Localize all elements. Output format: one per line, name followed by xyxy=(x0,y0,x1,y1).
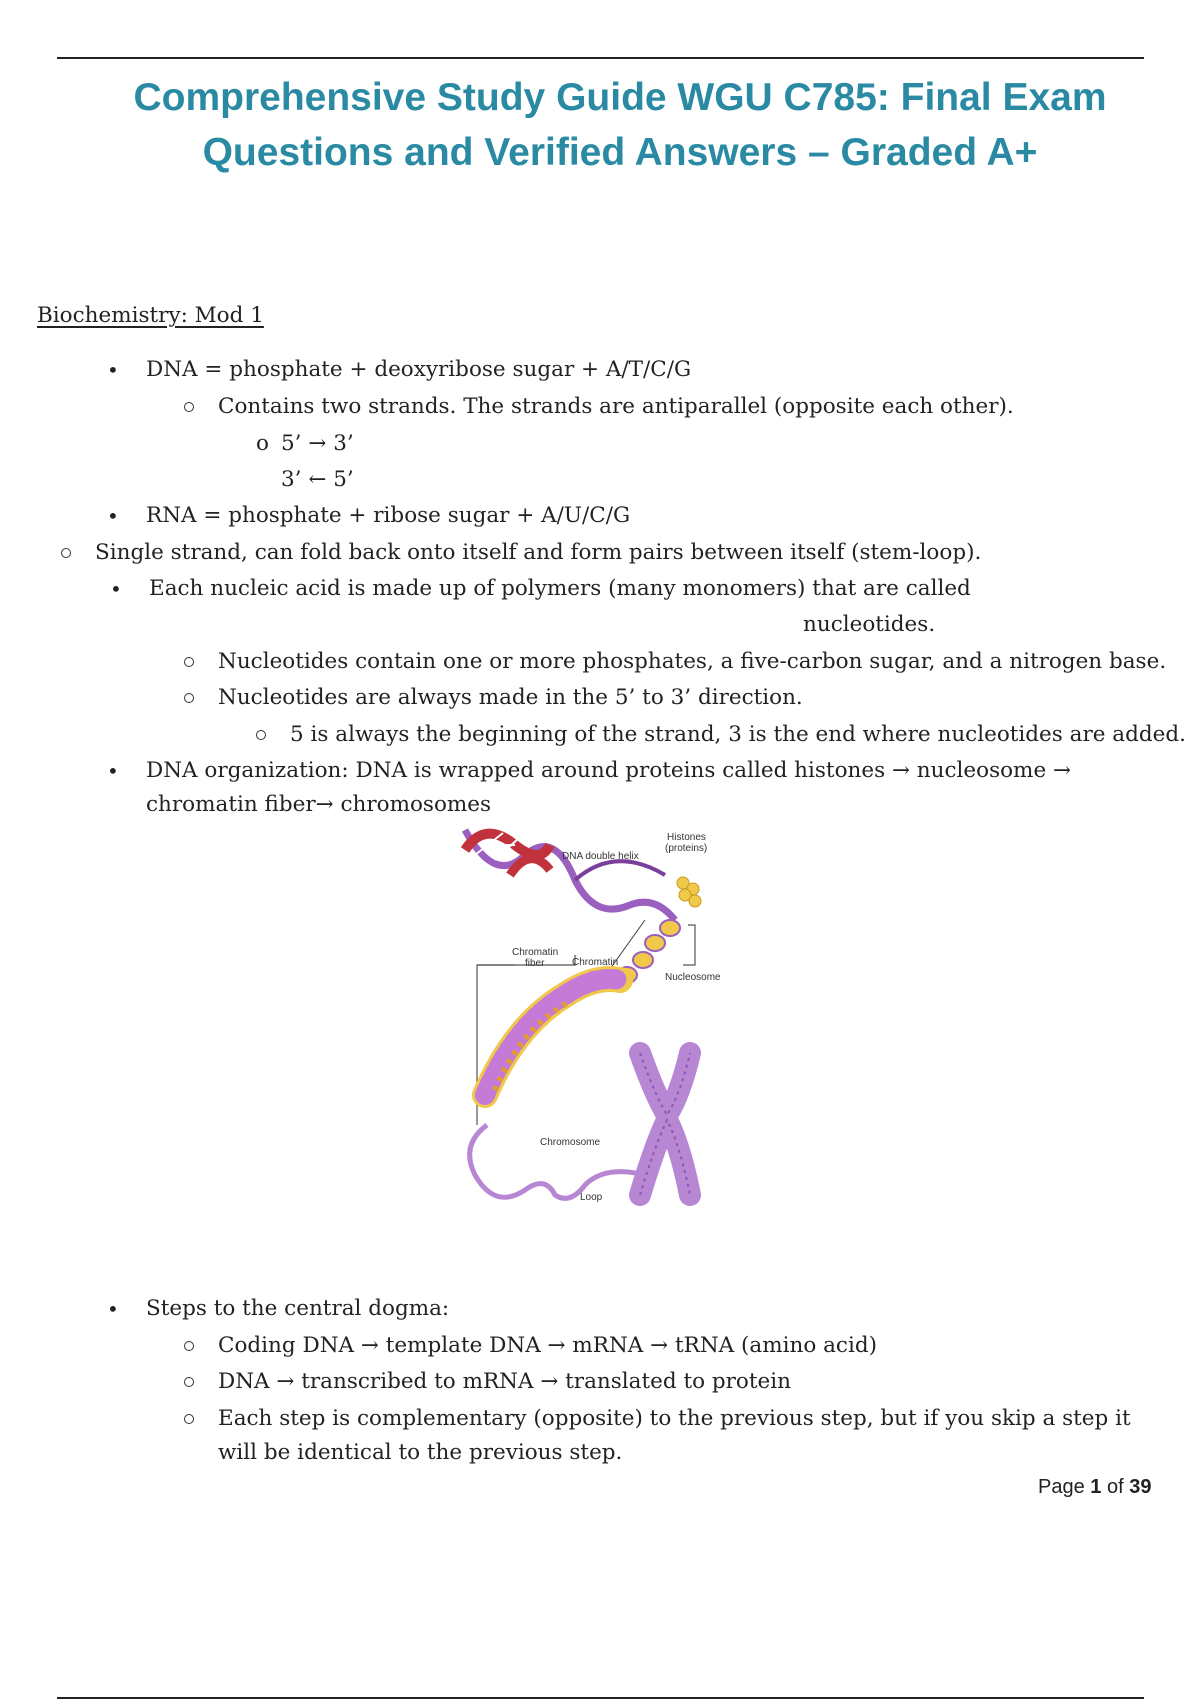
bullet-dot: • xyxy=(107,1297,119,1321)
bullet-dot: • xyxy=(110,577,122,601)
line-dna-transcribed: DNA → transcribed to mRNA → translated to protein xyxy=(218,1369,791,1394)
line-nucleic-acid-2: nucleotides. xyxy=(803,612,936,637)
nucleosome-bead xyxy=(660,920,680,936)
page-word: Page xyxy=(1038,1476,1085,1498)
nucleosome-bead xyxy=(633,952,653,968)
line-rna-def: RNA = phosphate + ribose sugar + A/U/C/G xyxy=(146,503,631,528)
sub-bullet-circle xyxy=(61,548,71,558)
top-rule xyxy=(57,57,1144,59)
label-loop: Loop xyxy=(580,1192,603,1203)
chromatin-loop xyxy=(470,1125,645,1198)
page-total: 39 xyxy=(1129,1476,1152,1498)
bullet-dot: • xyxy=(107,504,119,528)
label-histones-sub: (proteins) xyxy=(665,843,708,854)
line-dna-org-1: DNA organization: DNA is wrapped around proteins called histones → nucleosome → xyxy=(146,758,1072,783)
line-coding-dna: Coding DNA → template DNA → mRNA → tRNA (amino acid) xyxy=(218,1333,877,1358)
dna-organization-figure xyxy=(455,825,730,1215)
line-complementary-1: Each step is complementary (opposite) to the previous step, but if you skip a step it xyxy=(218,1406,1131,1431)
line-dna-org-2: chromatin fiber→ chromosomes xyxy=(146,792,492,817)
document-title xyxy=(60,70,1180,180)
sub-bullet-circle xyxy=(184,402,194,412)
bullet-dot: • xyxy=(107,759,119,783)
label-chromatin-fiber: Chromatin xyxy=(512,947,559,958)
line-dir-marker: o xyxy=(256,431,269,456)
bottom-rule xyxy=(57,1697,1144,1699)
page-number xyxy=(1038,1476,1151,1499)
line-five-three: 5 is always the beginning of the strand, 3 is the end where nucleotides are added. xyxy=(290,722,1186,747)
title-line-2: Questions and Verified Answers – Graded A+ xyxy=(202,131,1038,174)
line-complementary-2: will be identical to the previous step. xyxy=(218,1440,623,1465)
sub-bullet-circle xyxy=(184,1377,194,1387)
page-current: 1 xyxy=(1090,1476,1102,1498)
sub-bullet-circle xyxy=(184,1414,194,1424)
dna-strand xyxy=(575,861,665,880)
nucleosome-bead xyxy=(645,935,665,951)
dna-figure-svg xyxy=(455,825,730,1215)
dna-helix-red-2 xyxy=(510,859,550,875)
page-of: of xyxy=(1106,1476,1124,1498)
line-dna-strands: Contains two strands. The strands are antiparallel (opposite each other). xyxy=(218,394,1014,419)
sub-bullet-circle xyxy=(184,693,194,703)
line-dir-1: 5’ → 3’ xyxy=(281,431,354,456)
sub-bullet-circle xyxy=(256,730,266,740)
line-dna-def: DNA = phosphate + deoxyribose sugar + A/T/C/G xyxy=(146,357,692,382)
label-nucleosome: Nucleosome xyxy=(665,972,721,983)
line-dir-2: 3’ ← 5’ xyxy=(281,467,354,492)
label-dna-helix: DNA double helix xyxy=(562,851,639,862)
title-line-1: Comprehensive Study Guide WGU C785: Final Exam xyxy=(133,76,1107,119)
label-histones: Histones xyxy=(667,832,706,843)
histone-bead xyxy=(689,895,701,907)
chromosome-bottom xyxy=(640,1120,690,1195)
sub-bullet-circle xyxy=(184,657,194,667)
dna-backbone xyxy=(465,830,675,920)
nucleosome-bracket xyxy=(683,925,695,965)
label-chromatin-fiber-sub: fiber xyxy=(525,958,545,969)
sub-bullet-circle xyxy=(184,1341,194,1351)
line-central-dogma: Steps to the central dogma: xyxy=(146,1296,450,1321)
line-nucleotides-direction: Nucleotides are always made in the 5’ to 3’ direction. xyxy=(218,685,803,710)
line-nucleic-acid-1: Each nucleic acid is made up of polymers (many monomers) that are called xyxy=(149,576,971,601)
bullet-dot: • xyxy=(107,358,119,382)
line-nucleotides-contain: Nucleotides contain one or more phosphates, a five-carbon sugar, and a nitrogen base. xyxy=(218,649,1167,674)
label-chromosome: Chromosome xyxy=(540,1137,601,1148)
line-rna-single: Single strand, can fold back onto itself and form pairs between itself (stem-loop). xyxy=(95,540,982,565)
section-heading: Biochemistry: Mod 1 xyxy=(37,303,264,328)
label-chromatin: Chromatin xyxy=(572,957,619,968)
